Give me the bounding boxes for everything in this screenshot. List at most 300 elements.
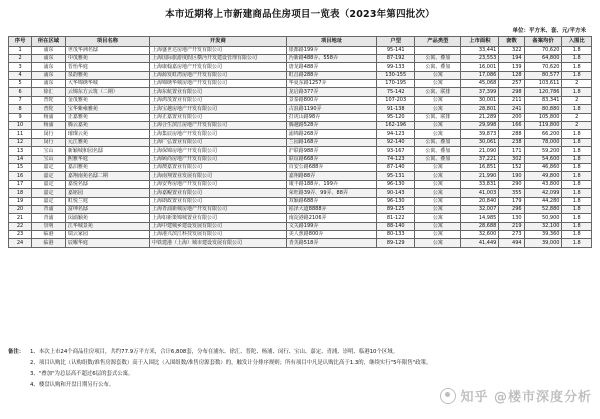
table-cell: 1.8 (562, 197, 592, 205)
table-cell: 219 (499, 222, 524, 230)
table-cell: 宝山 (32, 155, 66, 163)
table-cell: 公寓 (415, 231, 461, 239)
table-cell: 嘉翔南苑名邸二期 (65, 172, 149, 180)
table-row (9, 163, 592, 171)
table-row (9, 96, 592, 104)
table-cell: 107-203 (377, 96, 415, 104)
table-cell: 89-125 (377, 205, 415, 213)
table-cell: 296 (499, 205, 524, 213)
table-cell: 上海如新策锦城置业有限公司 (150, 214, 287, 222)
table-cell: 49,800 (524, 172, 562, 180)
notes-section (8, 347, 448, 391)
table-cell: 晋怡华庭 (65, 63, 149, 71)
table-cell: 1.8 (562, 231, 592, 239)
table-row (9, 130, 592, 138)
table-cell: 23,553 (461, 54, 499, 62)
table-cell: 南淀港路2106弄 (286, 214, 377, 222)
table-cell: 17 (9, 180, 32, 188)
table-cell: 14 (9, 155, 32, 163)
table-cell: 1.8 (562, 105, 592, 113)
table-cell: 景泰路800弄 (286, 96, 377, 104)
table-cell: 78,000 (524, 138, 562, 146)
table-cell: 虹昌路288弄 (286, 71, 377, 79)
table-cell: 青芙路518弄 (286, 239, 377, 247)
table-cell: 1.8 (562, 138, 592, 146)
table-cell: 上海正嘉置业有限公司 (150, 113, 287, 121)
table-cell: 公寓 (415, 80, 461, 88)
table-cell: 崧泽大道8888弄 (286, 205, 377, 213)
table-cell: 14,985 (461, 214, 499, 222)
table-cell: 70,620 (524, 46, 562, 54)
table-cell: 正嘉雅苑 (65, 113, 149, 121)
table-row (9, 80, 592, 88)
table-cell: 公寓 (415, 163, 461, 171)
table-cell: 80,880 (524, 105, 562, 113)
table-cell: 32,007 (461, 205, 499, 213)
table-cell: 青浦 (32, 214, 66, 222)
table-cell: 238 (499, 138, 524, 146)
table-cell: 闵行 (32, 130, 66, 138)
table-cell: 上海合生滨江房地产开发有限公司 (150, 122, 287, 130)
table-cell: 1.8 (562, 63, 592, 71)
table-cell: 1.8 (562, 163, 592, 171)
table-cell: 上海嘉鲲置业有限公司 (150, 189, 287, 197)
table-row (9, 197, 592, 205)
table-cell: 古浪路1190弄 (286, 105, 377, 113)
table-cell: 杨浦 (32, 122, 66, 130)
table-cell: 嘉悦名邸 (65, 180, 149, 188)
table-cell: 59,200 (524, 147, 562, 155)
table-cell: 43,800 (524, 180, 562, 188)
table-cell: 泉韵雅苑 (65, 71, 149, 79)
table-cell: 浦东 (32, 71, 66, 79)
table-cell: 临港 (32, 239, 66, 247)
table-cell: 嘉泊雅苑 (65, 163, 149, 171)
table-cell: 浦锦路268弄 (286, 130, 377, 138)
watermark (440, 386, 592, 405)
table-row (9, 113, 592, 121)
table-cell: 37,399 (461, 88, 499, 96)
table-cell: 52,880 (524, 205, 562, 213)
table-cell: 上海保锦房地产开发有限公司 (150, 147, 287, 155)
column-header: 开发商 (150, 37, 287, 47)
table-cell: 公寓 (415, 105, 461, 113)
table-cell: 公寓 (415, 197, 461, 205)
table-cell: 上海港兴滨江科技发展有限公司 (150, 231, 287, 239)
table-cell: 联谊路668弄 (286, 155, 377, 163)
table-cell: 上海宝越房地产开发有限公司 (150, 105, 287, 113)
table-cell: 公寓、叠加 (415, 63, 461, 71)
table-cell: 179 (499, 197, 524, 205)
table-cell: 2 (562, 113, 592, 121)
table-cell: 中铁建港（上海）城市建设发展有限公司 (150, 239, 287, 247)
table-cell: 7 (9, 96, 32, 104)
table-cell: 200 (499, 113, 524, 121)
table-cell: 70,620 (524, 63, 562, 71)
table-cell: 355 (499, 189, 524, 197)
table-cell: 宝山 (32, 147, 66, 155)
table-cell: 公寓、叠加 (415, 138, 461, 146)
table-row (9, 231, 592, 239)
table-cell: 上海盛世达房地产开发有限公司 (150, 46, 287, 54)
table-cell: 39,000 (524, 239, 562, 247)
table-cell: 上海广弘置业有限公司 (150, 138, 287, 146)
table-cell: 嘉定 (32, 189, 66, 197)
table-cell: 上海顾尚房地产开发有限公司 (150, 155, 287, 163)
table-cell: 上海青浦新城房地产开发有限公司 (150, 205, 287, 213)
table-cell: 沔新路488弄、558弄 (286, 54, 377, 62)
table-cell: 文关路199弄 (286, 222, 377, 230)
table-cell: 302 (499, 155, 524, 163)
table-cell: 公寓 (415, 172, 461, 180)
table-cell: 1.8 (562, 222, 592, 230)
table-cell: 上海源发虹湾房地产开发有限公司 (150, 71, 287, 79)
table-row (9, 138, 592, 146)
table-cell: 12 (9, 138, 32, 146)
table-cell: 190 (499, 172, 524, 180)
table-cell (415, 46, 461, 54)
table-cell: 1.8 (562, 147, 592, 155)
table-cell: 21,090 (461, 147, 499, 155)
table-cell: 39,360 (524, 231, 562, 239)
table-cell: 94-123 (377, 130, 415, 138)
table-cell: 虹悦兰庭 (65, 197, 149, 205)
table-cell: 75-142 (377, 88, 415, 96)
table-cell: 9 (9, 113, 32, 121)
table-cell: 1.8 (562, 205, 592, 213)
table-cell: 83,341 (524, 96, 562, 104)
column-header: 套数 (499, 37, 524, 47)
table-cell: 嘉定 (32, 197, 66, 205)
project-table (8, 36, 592, 248)
table-cell: 1.8 (562, 54, 592, 62)
table-cell: 298 (499, 88, 524, 96)
table-cell: 嘉铭园 (65, 189, 149, 197)
table-cell: 171 (499, 147, 524, 155)
table-cell: 华夏东路1257弄 (286, 80, 377, 88)
table-cell: 嘉定 (32, 163, 66, 171)
table-cell: 腾越路528弄 (286, 122, 377, 130)
table-cell: 6 (9, 88, 32, 96)
table-row (9, 63, 592, 71)
table-cell: 银都路199弄 (286, 46, 377, 54)
table-cell: 128 (499, 71, 524, 79)
table-cell: 22 (9, 222, 32, 230)
table-cell: 上海东航置业有限公司 (150, 88, 287, 96)
table-cell: 上海南翔置业发展有限公司 (150, 172, 287, 180)
table-cell: 15 (9, 163, 32, 171)
table-cell: 新颖城和园名邸 (65, 147, 149, 155)
page-title: 本市近期将上市新建商品住房项目一览表（2023年第四批次） (165, 9, 435, 20)
table-cell: 闵浦颖苑 (65, 214, 149, 222)
table-cell: 唐龙路488弄 (286, 63, 377, 71)
table-cell: 16,001 (461, 63, 499, 71)
table-cell: 浦东 (32, 46, 66, 54)
note-line-2: 2、项目认购比（认购组数/准售房源套数）高于入围比（入围组数/准售房源套数）的，触发计分排序规则；所有项目中凡是认购比高于1.3的，继续实行"5年限售"政策。 (30, 360, 432, 366)
table-cell: 37,221 (461, 155, 499, 163)
column-header: 备案均价 (524, 37, 562, 47)
table-cell: 18 (9, 189, 32, 197)
table-row (9, 46, 592, 54)
table-cell: 公寓 (415, 96, 461, 104)
table-cell: 康丰路188弄、199弄 (286, 180, 377, 188)
table-cell: 公寓、联排 (415, 113, 461, 121)
table-cell: 宝华紫雍雅苑 (65, 105, 149, 113)
table-cell: 44,280 (524, 197, 562, 205)
column-header: 户型 (377, 37, 415, 47)
table-cell: 91-138 (377, 105, 415, 113)
table-cell: 大华锦绣华城 (65, 80, 149, 88)
table-cell: 21,990 (461, 172, 499, 180)
table-cell: 41,449 (461, 239, 499, 247)
table-cell: 荣旺路39弄、99弄、88弄 (286, 189, 377, 197)
table-cell: 江华城景苑 (65, 222, 149, 230)
table-cell: 公寓、联排 (415, 88, 461, 96)
table-cell: 17,086 (461, 71, 499, 79)
table-cell: 富绅名邸 (65, 205, 149, 213)
table-cell: 96-130 (377, 180, 415, 188)
table-cell: 257 (499, 80, 524, 88)
table-row (9, 71, 592, 79)
table-cell: 熙雅华庭 (65, 155, 149, 163)
table-cell: 上海中建城乡建设发展有限公司 (150, 222, 287, 230)
table-cell: 公寓 (415, 205, 461, 213)
table-cell: 28,801 (461, 105, 499, 113)
table-cell: 30,001 (461, 96, 499, 104)
table-cell: 20 (9, 205, 32, 213)
table-cell: 50,900 (524, 214, 562, 222)
table-cell: 32,100 (524, 222, 562, 230)
table-cell: 41,003 (461, 189, 499, 197)
table-cell: 公寓 (415, 71, 461, 79)
table-cell: 杨浦 (32, 113, 66, 121)
table-cell: 普陀 (32, 96, 66, 104)
table-cell: 上海安秀房地产开发有限公司 (150, 180, 287, 188)
table-cell: 5 (9, 80, 32, 88)
table-cell: 74-123 (377, 155, 415, 163)
table-cell: 公寓 (415, 214, 461, 222)
table-cell: 95-120 (377, 113, 415, 121)
table-cell: 嘉定 (32, 172, 66, 180)
column-header: 项目地址 (286, 37, 377, 47)
table-cell: 打虎山路98弄 (286, 113, 377, 121)
table-cell: 浦东 (32, 63, 66, 71)
table-cell: 1.8 (562, 189, 592, 197)
table-row (9, 88, 592, 96)
table-cell: 24 (9, 239, 32, 247)
table-cell: 公寓、叠加 (415, 147, 461, 155)
table-cell: 80-133 (377, 231, 415, 239)
table-cell: 88-140 (377, 222, 415, 230)
table-cell: 2 (562, 80, 592, 88)
table-row (9, 122, 592, 130)
table-cell: 87-192 (377, 54, 415, 62)
table-cell: 290 (499, 180, 524, 188)
table-cell: 沪联路988弄 (286, 147, 377, 155)
table-cell: 上海鸿茂置业有限公司 (150, 96, 287, 104)
table-cell: 2 (562, 122, 592, 130)
table-cell: 龙启路377弄 (286, 88, 377, 96)
table-cell: 81-122 (377, 214, 415, 222)
table-cell: 嘉翔路88弄 (286, 172, 377, 180)
table-cell: 公寓 (415, 189, 461, 197)
table-cell: 世茂华洲名邸 (65, 46, 149, 54)
table-cell: 13 (9, 147, 32, 155)
table-cell: 美人蕉路800弄 (286, 231, 377, 239)
table-cell: 95-131 (377, 172, 415, 180)
table-cell: 公寓 (415, 122, 461, 130)
table-cell: 公寓 (415, 239, 461, 247)
table-cell: 120,786 (524, 88, 562, 96)
table-cell: 公寓、叠加 (415, 155, 461, 163)
table-cell: 21 (9, 214, 32, 222)
table-cell: 29,998 (461, 122, 499, 130)
table-cell: 8 (9, 105, 32, 113)
table-cell: 腾云嘉苑 (65, 122, 149, 130)
table-cell: 上海国际旅游度假区横沔开发建设管理有限公司 (150, 54, 287, 62)
table-cell: 1 (9, 46, 32, 54)
table-row (9, 239, 592, 247)
table-cell: 162-196 (377, 122, 415, 130)
table-cell: 241 (499, 105, 524, 113)
table-cell: 33,441 (461, 46, 499, 54)
table-cell: 105,800 (524, 113, 562, 121)
table-row (9, 189, 592, 197)
table-row (9, 222, 592, 230)
table-cell: 95-141 (377, 46, 415, 54)
table-cell: 闵行 (32, 138, 66, 146)
table-cell: 2 (562, 96, 592, 104)
table-cell: 130 (499, 214, 524, 222)
table-cell: 39,873 (461, 130, 499, 138)
table-cell: 152 (499, 163, 524, 171)
column-header: 入围比 (562, 37, 592, 47)
table-cell: 11 (9, 130, 32, 138)
table-cell: 上海康翰嘉房地产开发有限公司 (150, 63, 287, 71)
column-header: 上市面积 (461, 37, 499, 47)
table-cell: 百安公路688弄 (286, 163, 377, 171)
table-cell: 1.8 (562, 214, 592, 222)
table-cell: 瑞云家园 (65, 231, 149, 239)
table-cell: 23 (9, 231, 32, 239)
table-cell: 130-155 (377, 71, 415, 79)
table-cell: 92-140 (377, 138, 415, 146)
table-cell: 青浦 (32, 205, 66, 213)
table-cell: 4 (9, 71, 32, 79)
table-cell: 288 (499, 130, 524, 138)
table-cell: 公寓 (415, 222, 461, 230)
table-row (9, 147, 592, 155)
table-cell: 322 (499, 46, 524, 54)
table-cell: 87-140 (377, 163, 415, 171)
unit-label: 单位：平方米、套、元/平方米 (512, 28, 586, 34)
table-cell: 3 (9, 63, 32, 71)
table-cell: 上海锦绣华城房地产开发有限公司 (150, 80, 287, 88)
table-cell: 元江雅苑 (65, 138, 149, 146)
table-cell: 1.8 (562, 172, 592, 180)
table-cell: 中茂雅苑 (65, 54, 149, 62)
table-cell: 80,577 (524, 71, 562, 79)
table-cell: 93-167 (377, 147, 415, 155)
table-row (9, 155, 592, 163)
table-cell: 1.8 (562, 88, 592, 96)
table-cell: 96-130 (377, 197, 415, 205)
table-cell: 19 (9, 197, 32, 205)
table-cell: 33,831 (461, 180, 499, 188)
table-cell: 10 (9, 122, 32, 130)
table-cell: 崇明 (32, 222, 66, 230)
table-cell: 上海澳嘉置业有限公司 (150, 163, 287, 171)
table-cell: 16 (9, 172, 32, 180)
table-cell: 公寓、叠加 (415, 54, 461, 62)
note-line-1: 备注： 1、本次上市24个商品住房项目，共约77.9万平方米，合计6,808套，分布在浦东、徐汇、普陀、杨浦、闵行、宝山、嘉定、青浦、崇明、临港10个区域。 (8, 347, 448, 358)
table-row (9, 54, 592, 62)
table-cell: 170-195 (377, 80, 415, 88)
watermark-text: 知乎 @楼市深度分析 (460, 390, 592, 405)
table-header-row (9, 37, 592, 47)
zhihu-avatar-icon (440, 388, 456, 404)
table-cell: 1.8 (562, 71, 592, 79)
table-cell: 46,860 (524, 163, 562, 171)
note-line-3: 3、"叠加"为总层高不超过6层的套式公寓。 (30, 371, 134, 377)
table-cell: 1.8 (562, 239, 592, 247)
table-cell: 兰园路168弄 (286, 138, 377, 146)
table-cell: 45,068 (461, 80, 499, 88)
table-row (9, 105, 592, 113)
table-cell: 1.8 (562, 46, 592, 54)
table-cell: 辰曜华庭 (65, 239, 149, 247)
notes-label: 备注： (8, 349, 25, 355)
table-cell: 66,200 (524, 130, 562, 138)
table-cell: 89-129 (377, 239, 415, 247)
table-cell: 璀璨云苑 (65, 130, 149, 138)
table-cell: 云锦东方云筑（二期） (65, 88, 149, 96)
table-cell: 211 (499, 96, 524, 104)
table-cell: 浦东 (32, 54, 66, 62)
table-row (9, 205, 592, 213)
table-cell: 494 (499, 239, 524, 247)
table-cell: 1.8 (562, 155, 592, 163)
table-cell: 194 (499, 54, 524, 62)
table-body (9, 46, 592, 247)
table-cell: 21,289 (461, 113, 499, 121)
table-cell: 90-143 (377, 189, 415, 197)
column-header: 所在区域 (32, 37, 66, 47)
note-line-4: 4、楼盘认购和开盘日期另行公布。 (30, 382, 115, 388)
table-cell: 32,600 (461, 231, 499, 239)
table-cell: 金茂雅苑 (65, 96, 149, 104)
column-header: 序号 (9, 37, 32, 47)
table-row (9, 214, 592, 222)
table-row (9, 180, 592, 188)
table-cell: 1.8 (562, 180, 592, 188)
table-cell: 上海朗政置业有限公司 (150, 197, 287, 205)
table-cell: 16,851 (461, 163, 499, 171)
table-cell: 1.8 (562, 130, 592, 138)
table-cell: 119,800 (524, 122, 562, 130)
table-row (9, 172, 592, 180)
table-cell: 2 (9, 54, 32, 62)
table-cell: 30,061 (461, 138, 499, 146)
table-cell: 临港 (32, 231, 66, 239)
table-cell: 139 (499, 63, 524, 71)
table-cell: 嘉定 (32, 180, 66, 188)
table-cell: 徐汇 (32, 88, 66, 96)
table-cell: 浦东 (32, 80, 66, 88)
table-cell: 99-133 (377, 63, 415, 71)
table-cell: 42,099 (524, 189, 562, 197)
table-cell: 公寓 (415, 180, 461, 188)
